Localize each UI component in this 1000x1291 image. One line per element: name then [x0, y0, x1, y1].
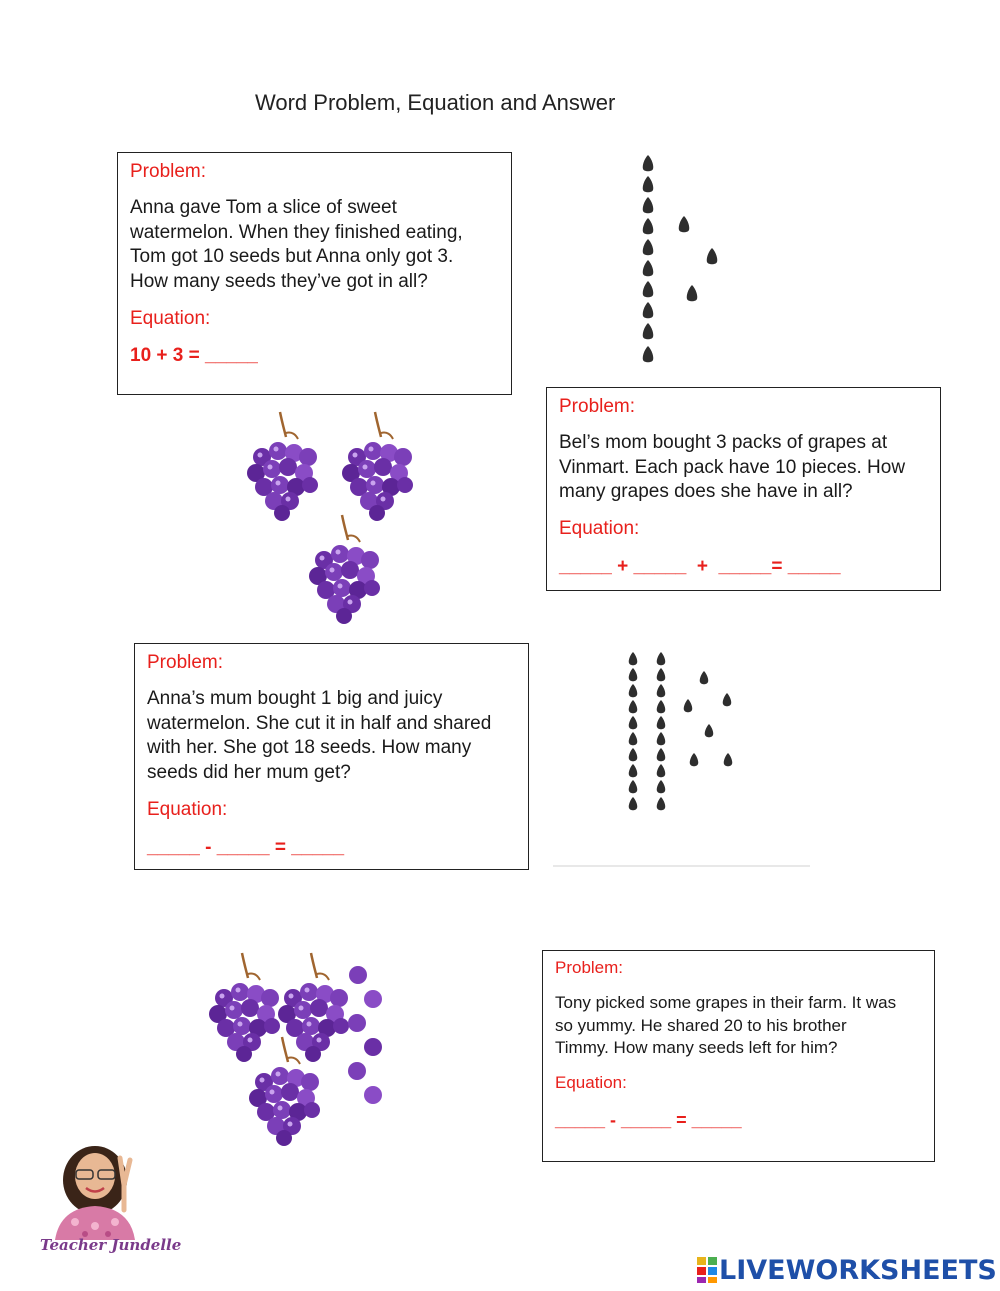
grape-bunch: [309, 515, 380, 624]
problem-card-1: [117, 152, 512, 395]
problem-text-line: Bel’s mom bought 3 packs of grapes at: [559, 432, 888, 453]
problem-text-line: with her. She got 18 seeds. How many: [147, 737, 472, 758]
equation-answer-field[interactable]: 10 + 3 = _____: [130, 345, 258, 366]
problem-text-line: many grapes does she have in all?: [559, 481, 853, 502]
equation-answer-field[interactable]: _____ + _____ + _____= _____: [559, 556, 841, 577]
problem-text-line: Anna gave Tom a slice of sweet: [130, 197, 397, 218]
problem-text-line: watermelon. She cut it in half and shared: [147, 712, 492, 734]
problem-text-line: Timmy. How many seeds left for him?: [555, 1038, 838, 1057]
problem-label: Problem:: [130, 161, 207, 182]
equation-label: Equation:: [559, 518, 640, 539]
equation-answer-field[interactable]: _____ - _____ = _____: [147, 837, 345, 858]
equation-answer-field[interactable]: _____ - _____ = _____: [555, 1110, 742, 1130]
grape-bunch: [278, 953, 349, 1062]
problem-text-line: How many seeds they’ve got in all?: [130, 270, 428, 292]
problem-text: [555, 992, 930, 1060]
teacher-avatar: [40, 1130, 160, 1240]
problem-label: Problem:: [559, 396, 636, 417]
problem-text-line: so yummy. He shared 20 to his brother: [555, 1015, 847, 1035]
problem-label: Problem:: [555, 958, 624, 977]
problem-text-line: watermelon. When they finished eating,: [130, 221, 463, 243]
equation-label: Equation:: [147, 799, 228, 820]
seed-extras: [679, 216, 718, 301]
grape-bunch: [342, 412, 413, 521]
page-title: Word Problem, Equation and Answer: [255, 90, 616, 115]
logo-text: LIVEWORKSHEETS: [719, 1254, 997, 1286]
problem-label: Problem:: [147, 652, 224, 673]
problem-text: [559, 431, 934, 505]
seed-column: [643, 155, 654, 362]
grape-bunch: [209, 953, 280, 1062]
problem-card-3: [134, 643, 529, 870]
seed-scatter-2: [684, 671, 733, 766]
problem-text-line: seeds did her mum get?: [147, 761, 351, 783]
problem-card-4: [542, 950, 935, 1162]
problem-card-2: [546, 387, 941, 591]
equation-label: Equation:: [130, 308, 211, 329]
problem-text: [130, 196, 505, 294]
problem-text-line: Tom got 10 seeds but Anna only got 3.: [130, 246, 454, 267]
problem-text: [147, 687, 522, 785]
seed-columns-2: [629, 652, 666, 810]
liveworksheets-logo[interactable]: [697, 1255, 997, 1285]
logo-mark-icon: [697, 1256, 719, 1284]
grape-bunch: [247, 412, 318, 521]
grape-bunch: [249, 1037, 320, 1146]
problem-text-line: Anna’s mum bought 1 big and juicy: [147, 688, 443, 709]
teacher-signature: Teacher Jundelle: [40, 1236, 182, 1254]
problem-text-line: Vinmart. Each pack have 10 pieces. How: [559, 456, 906, 478]
single-grapes: [348, 966, 382, 1104]
problem-text-line: Tony picked some grapes in their farm. It was: [555, 993, 897, 1012]
equation-label: Equation:: [555, 1073, 627, 1092]
